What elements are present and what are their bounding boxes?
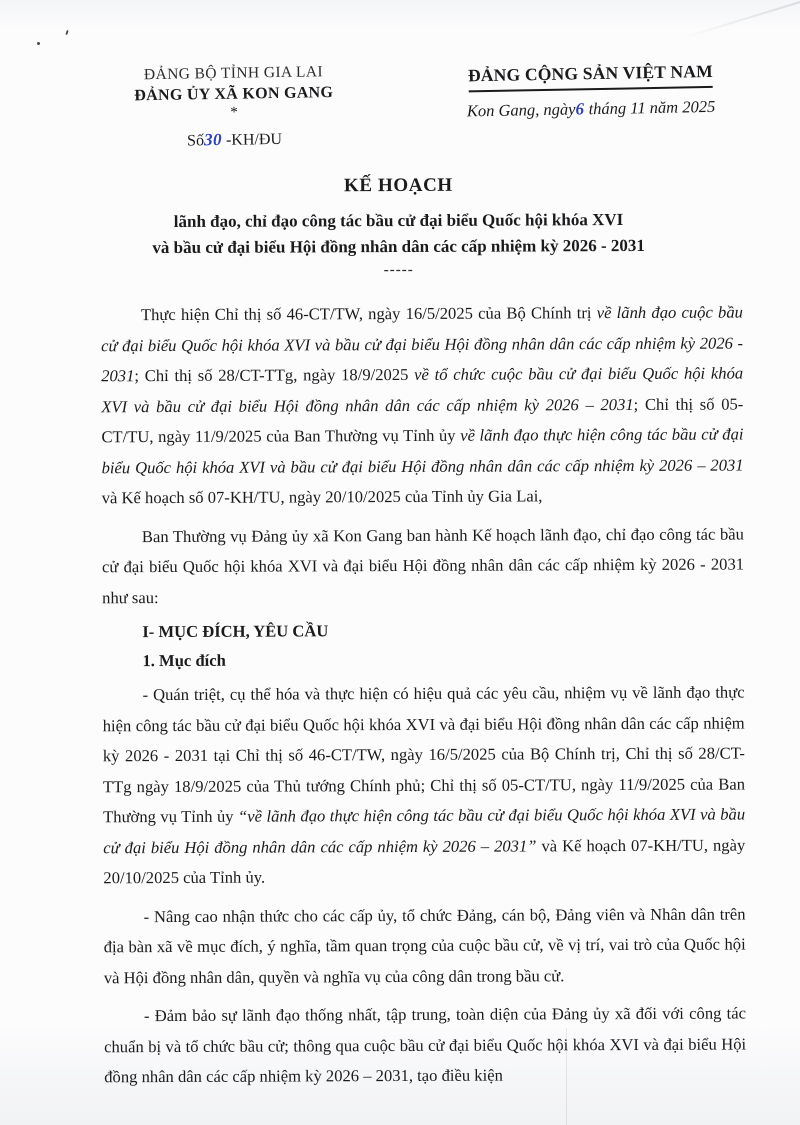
national-header-block [417,60,764,151]
section-heading-purpose-requirements: I- MỤC ĐÍCH, YÊU CẦU [142,621,329,642]
text-run: và Kế hoạch số 07-KH/TU, ngày 20/10/2025 của Tỉnh ủy Gia Lai, [101,486,543,508]
place-date-suffix: tháng 11 năm 2025 [584,96,716,119]
document-number-handwritten: 30 [203,129,223,150]
paragraph-purpose-2: - Nâng cao nhận thức cho các cấp ủy, tổ chức Đảng, cán bộ, Đảng viên và Nhân dân trên địa bàn xã về mục đích, ý nghĩa, tầm quan trọng của cuộc bầu cử, về vị trí, vai trò của Quốc hội và Hội đồng nhân dân, quyền và nghĩa vụ của công dân trong bầu cử. [103,903,746,987]
national-motto: ĐẢNG CỘNG SẢN VIỆT NAM [468,61,713,92]
text-run-italic: về lãnh đạo thực hiện công tác bầu cử đại biểu Quốc hội khóa XVI và bầu cử đại biểu Hội đồng nhân dân các cấp nhiệm kỳ 2026 – 2031 [101,424,744,477]
text-run: ; Chỉ thị số 05-CT/TU, ngày 11/9/2025 của Ban Thường vụ Tỉnh ủy [101,394,744,447]
subsection-heading-purpose: 1. Mục đích [142,650,226,671]
document-body [101,298,746,1093]
place-date-line [418,96,764,122]
text-run: Thực hiện Chỉ thị số 46-CT/TW, ngày 16/5/2025 của Bộ Chính trị [140,303,597,325]
place-date-prefix: Kon Gang, ngày [466,99,576,121]
paragraph-legal-basis [101,298,744,514]
text-run: ; Chỉ thị số 28/CT-TTg, ngày 18/9/2025 [134,364,415,386]
paragraph-purpose-1 [103,677,746,893]
text-run-italic: về lãnh đạo cuộc bầu cử đại biểu Quốc hội khóa XVI và bầu cử đại biểu Hội đồng nhân dân các cấp nhiệm kỳ 2026 - 2031 [101,302,744,386]
document-header [0,0,798,151]
issuing-org-block [75,62,392,152]
subtitle-line-1: lãnh đạo, chỉ đạo công tác bầu cử đại biểu Quốc hội khóa XVI [173,210,624,231]
document-number-prefix: Số [186,132,205,150]
document-number-suffix: -KH/ĐU [221,130,283,149]
org-star-separator: * [230,104,238,121]
paragraph-purpose-3: - Đảm bảo sự lãnh đạo thống nhất, tập trung, toàn diện của Đảng ủy xã đối với công tác chuẩn bị và tổ chức bầu cử; thông qua cuộc bầu cử đại biểu Quốc hội khóa XVI và đại biểu Hội đồng nhân dân các cấp nhiệm kỳ 2026 – 2031, tạo điều kiện [104,1003,747,1087]
text-run: - Quán triệt, cụ thể hóa và thực hiện có hiệu quả các yêu cầu, nhiệm vụ về lãnh đạo thực hiện công tác bầu cử đại biểu Quốc hội khóa XVI và đại biểu Hội đồng nhân dân các cấp nhiệm kỳ 2026 - 2031 tại Chỉ thị số 46-CT/TW, ngày 16/5/2025 của Bộ Chính trị, Chỉ thị số 28/CT-TTg ngày 18/9/2025 của Thủ tướng Chính phủ; Chỉ thị số 05-CT/TU, ngày 11/9/2025 của Ban Thường vụ Tỉnh ủy [102,682,746,827]
text-run-italic: về tổ chức cuộc bầu cử đại biểu Quốc hội khóa XVI và bầu cử đại biểu Hội đồng nhân dân các cấp nhiệm kỳ 2026 – 2031 [101,363,744,416]
document-subtitle [0,206,799,261]
subtitle-line-2: và bầu cử đại biểu Hội đồng nhân dân các cấp nhiệm kỳ 2026 - 2031 [152,235,645,258]
org-parent-name: ĐẢNG BỘ TỈNH GIA LAI [143,63,324,84]
title-separator-dashes: ----- [383,261,414,279]
org-unit-name: ĐẢNG ỦY XÃ KON GANG [134,84,334,105]
text-run-italic: “về lãnh đạo thực hiện công tác bầu cử đại biểu Quốc hội khóa XVI và bầu cử đại biểu Hội đồng nhân dân các cấp nhiệm kỳ 2026 – 2031” [103,804,746,857]
document-title-block [0,173,799,280]
document-number [76,127,392,152]
text-run: và Kế hoạch 07-KH/TU, ngày 20/10/2025 của Tỉnh ủy. [103,834,746,888]
date-day-handwritten: 6 [575,99,585,119]
paragraph-issuance-statement: Ban Thường vụ Đảng ủy xã Kon Gang ban hành Kế hoạch lãnh đạo, chỉ đạo công tác bầu cử đại biểu Quốc hội khóa XVI và đại biểu Hội đồng nhân dân các cấp nhiệm kỳ 2026 - 2031 như sau: [101,523,745,607]
document-type-title: KẾ HOẠCH [343,174,453,197]
